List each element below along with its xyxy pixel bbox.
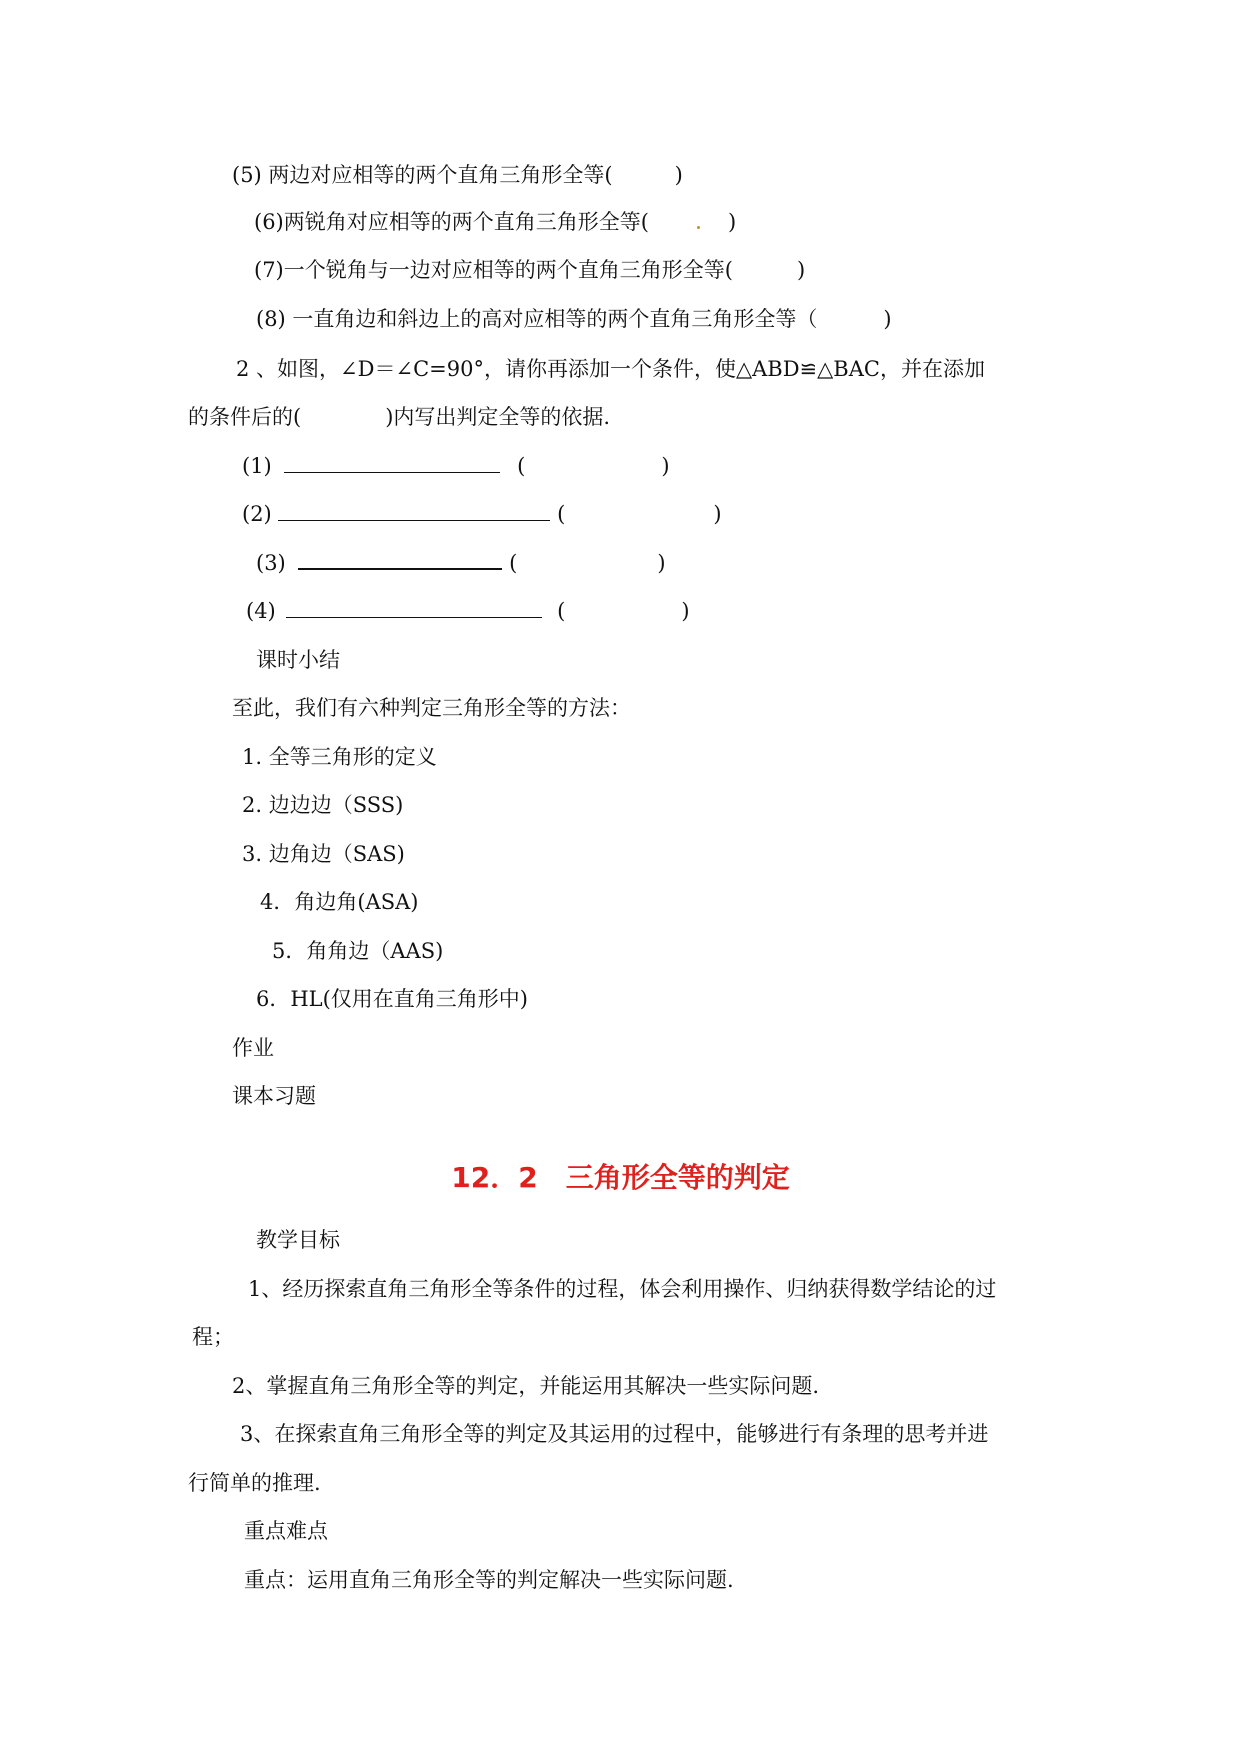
summary-intro: 至此，我们有六种判定三角形全等的方法： xyxy=(232,696,631,720)
question-2-line-2: 的条件后的( )内写出判定全等的依据. xyxy=(188,405,611,429)
judgement-6 xyxy=(254,208,736,236)
question-2-line-1: 2 、如图，∠D＝∠C=90°，请你再添加一个条件，使△ABD≌△BAC，并在添加 xyxy=(236,357,985,381)
answer-blank-4[interactable] xyxy=(286,597,542,618)
answer-close-4: ) xyxy=(681,599,690,623)
goal-3-line-2: 行简单的推理. xyxy=(188,1471,321,1495)
answer-blank-1[interactable] xyxy=(284,452,500,473)
goal-3-line-1: 3、在探索直角三角形全等的判定及其运用的过程中，能够进行有条理的思考并进 xyxy=(240,1422,989,1446)
judgement-8 xyxy=(256,305,892,333)
goal-1-line-1: 1、经历探索直角三角形全等条件的过程，体会利用操作、归纳获得数学结论的过 xyxy=(248,1277,997,1301)
judgement-5-close: ) xyxy=(674,163,683,187)
homework-content: 课本习题 xyxy=(232,1084,316,1108)
key-point: 重点：运用直角三角形全等的判定解决一些实际问题. xyxy=(244,1568,734,1592)
answer-open-1: ( xyxy=(517,454,526,478)
answer-close-1: ) xyxy=(661,454,670,478)
answer-label-3: (3) xyxy=(256,551,286,575)
answer-open-3: ( xyxy=(509,551,518,575)
answer-row-1 xyxy=(242,452,670,480)
method-2: 2. 边边边（SSS) xyxy=(242,793,404,817)
answer-label-4: (4) xyxy=(246,599,276,623)
judgement-8-text: (8) 一直角边和斜边上的高对应相等的两个直角三角形全等（ xyxy=(256,307,818,331)
answer-blank-2[interactable] xyxy=(278,500,550,521)
answer-open-4: ( xyxy=(557,599,566,623)
goal-1-line-2: 程； xyxy=(192,1325,234,1349)
stray-dot xyxy=(697,226,700,229)
judgement-7-close: ) xyxy=(796,258,806,282)
answer-row-4 xyxy=(246,597,690,625)
method-4: 4．角边角(ASA) xyxy=(260,890,419,914)
method-5: 5．角角边（AAS) xyxy=(272,939,444,963)
answer-close-3: ) xyxy=(657,551,666,575)
judgement-5-text: (5) 两边对应相等的两个直角三角形全等( xyxy=(232,163,613,187)
answer-blank-3[interactable] xyxy=(298,548,502,570)
answer-row-3 xyxy=(256,548,666,577)
judgement-7 xyxy=(254,256,805,284)
method-3: 3. 边角边（SAS) xyxy=(242,842,405,866)
key-heading: 重点难点 xyxy=(244,1519,328,1543)
summary-heading: 课时小结 xyxy=(256,648,340,672)
answer-row-2 xyxy=(242,500,722,528)
answer-label-2: (2) xyxy=(242,502,272,526)
method-6: 6．HL(仅用在直角三角形中) xyxy=(256,987,529,1011)
method-1: 1. 全等三角形的定义 xyxy=(242,745,437,769)
answer-close-2: ) xyxy=(713,502,722,526)
answer-label-1: (1) xyxy=(242,454,272,478)
judgement-5 xyxy=(232,161,683,189)
judgement-6-close: ) xyxy=(727,210,737,234)
judgement-8-close: ) xyxy=(883,307,892,331)
judgement-6-text: (6)两锐角对应相等的两个直角三角形全等( xyxy=(254,210,649,234)
judgement-7-text: (7)一个锐角与一边对应相等的两个直角三角形全等( xyxy=(254,258,733,282)
goals-heading: 教学目标 xyxy=(256,1228,340,1252)
section-title: 12．2 三角形全等的判定 xyxy=(451,1161,790,1194)
goal-2: 2、掌握直角三角形全等的判定，并能运用其解决一些实际问题. xyxy=(232,1374,820,1398)
answer-open-2: ( xyxy=(557,502,566,526)
homework-heading: 作业 xyxy=(232,1036,274,1060)
